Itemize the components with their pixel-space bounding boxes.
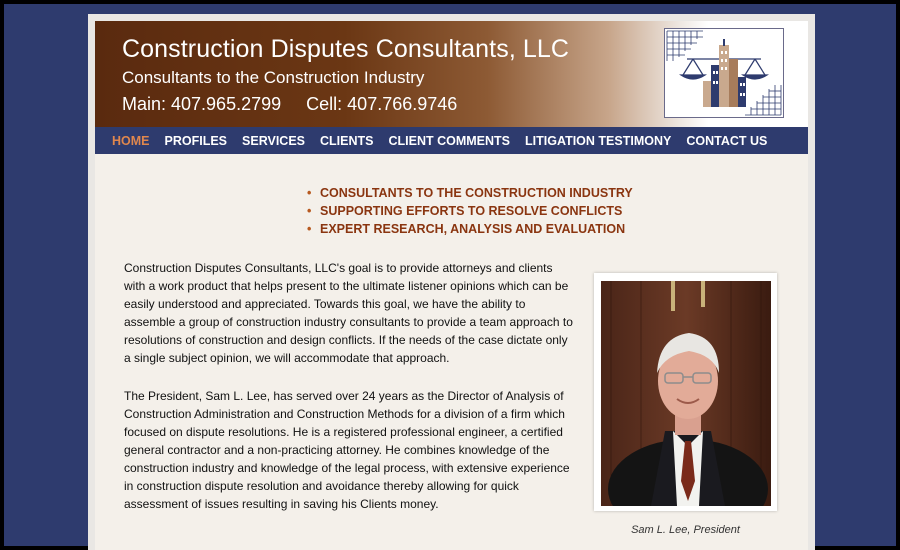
tagline: Consultants to the Construction Industry <box>122 68 425 87</box>
main-phone: Main: 407.965.2799 <box>122 94 282 114</box>
site-header <box>95 21 808 127</box>
grid-top-left <box>667 31 703 61</box>
president-photo-frame <box>594 273 777 511</box>
scales-of-justice-logo <box>664 28 784 118</box>
highlight-item: • EXPERT RESEARCH, ANALYSIS AND EVALUATION <box>307 220 633 238</box>
highlight-list <box>307 184 633 238</box>
building-icons <box>703 39 746 107</box>
nav-contact-us[interactable]: CONTACT US <box>686 133 768 148</box>
nav-services[interactable]: SERVICES <box>242 133 306 148</box>
photo-caption: Sam L. Lee, President <box>631 524 740 536</box>
cell-phone: Cell: 407.766.9746 <box>306 94 458 114</box>
company-name: Construction Disputes Consultants, LLC <box>122 35 570 63</box>
nav-profiles[interactable]: PROFILES <box>164 133 228 148</box>
portrait-illustration <box>601 281 771 506</box>
main-content <box>95 154 808 550</box>
phone-numbers <box>122 94 457 115</box>
nav-client-comments[interactable]: CLIENT COMMENTS <box>388 133 511 148</box>
highlight-item: • CONSULTANTS TO THE CONSTRUCTION INDUSTRY <box>307 184 633 202</box>
president-photo <box>601 281 771 506</box>
main-navigation <box>95 127 808 154</box>
page-background <box>4 4 896 546</box>
nav-clients[interactable]: CLIENTS <box>320 133 374 148</box>
highlight-item: • SUPPORTING EFFORTS TO RESOLVE CONFLICTS <box>307 202 633 220</box>
grid-bottom-right <box>745 85 781 115</box>
logo-graphic <box>665 29 783 117</box>
page-container <box>88 14 815 550</box>
nav-home[interactable]: HOME <box>112 133 150 148</box>
nav-litigation-testimony[interactable]: LITIGATION TESTIMONY <box>525 133 672 148</box>
intro-paragraph: Construction Disputes Consultants, LLC's goal is to provide attorneys and clients with a work product that helps present to the ultimate listener opinions which can be easily understood and appreciated. Towards this goal, we have the ability to assemble a group of construction industry consultants to provide a team approach to resolutions of construction and design conflicts. If the needs of the case dictate only a single subject opinion, we will accommodate that approach. <box>124 261 573 365</box>
president-paragraph: The President, Sam L. Lee, has served over 24 years as the Director of Analysis of Construction Administration and Construction Methods for a division of a firm which focused on dispute resolutions. He is a registered professional engineer, a certified general contractor and a non-practicing attorney. He combines knowledge of the construction industry and knowledge of the legal process, with extensive experience in construction dispute resolution and avoidance thereby allowing for quick assessment of issues resulting in saving his Clients money. <box>124 389 570 511</box>
